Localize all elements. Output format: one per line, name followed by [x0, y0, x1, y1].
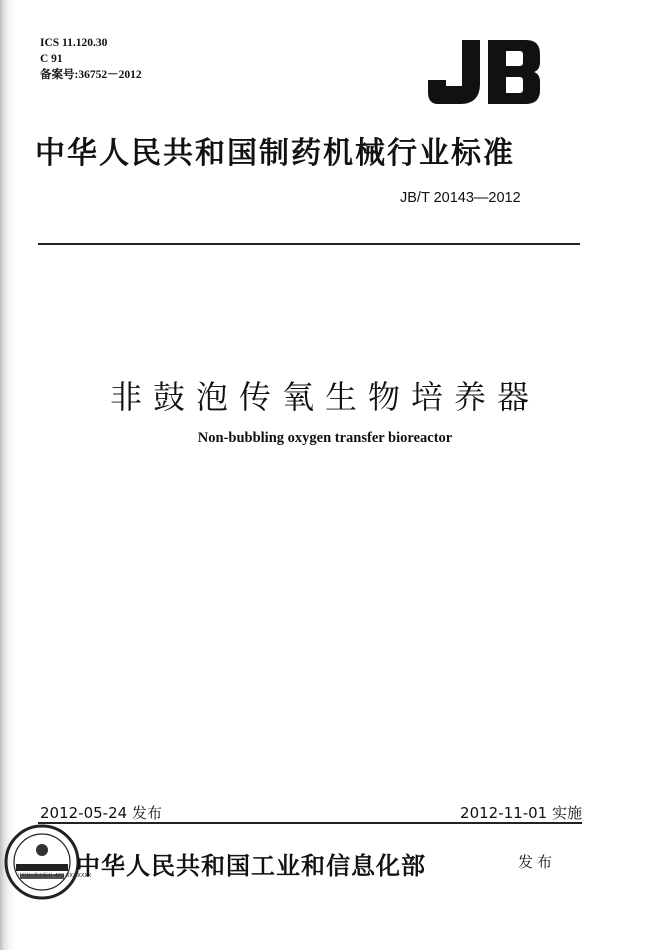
filing-number: 备案号:36752－2012 [40, 69, 142, 81]
ccs-code: C 91 [40, 53, 63, 65]
publish-label: 发布 [518, 853, 557, 871]
bottom-divider [38, 822, 582, 824]
stamp-caption: 中国标准出版社 400-XXX-XXXX [18, 873, 92, 879]
scan-edge-shadow [0, 0, 16, 950]
implementation-date: 2012-11-01 实施 [460, 804, 582, 822]
issue-date: 2012-05-24 发布 [40, 804, 162, 822]
ics-code: ICS 11.120.30 [40, 37, 108, 49]
issuer-title: 中华人民共和国制药机械行业标准 [35, 136, 515, 171]
title-english: Non-bubbling oxygen transfer bioreactor [197, 430, 453, 446]
publisher-stamp-icon [2, 822, 82, 902]
jb-logo [428, 40, 540, 104]
title-chinese: 非鼓泡传氧生物培养器 [109, 378, 540, 416]
top-divider [38, 243, 580, 245]
issuing-authority: 中华人民共和国工业和信息化部 [76, 852, 426, 880]
classification-block [40, 35, 142, 83]
standard-number: JB/T 20143—2012 [400, 190, 521, 206]
